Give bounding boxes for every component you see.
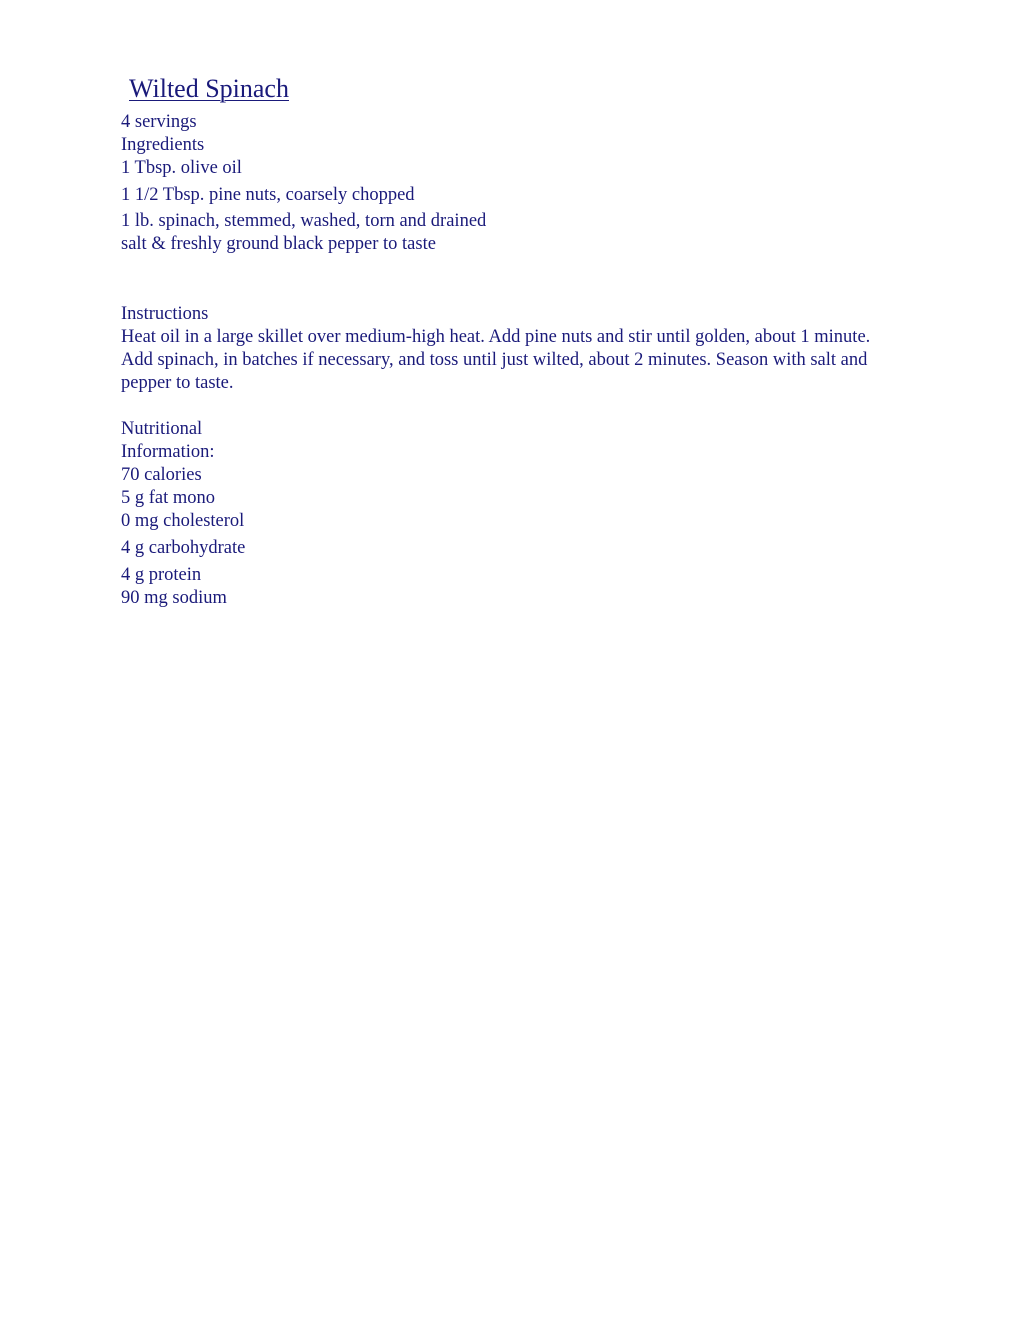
instructions-text: Heat oil in a large skillet over medium-high heat. Add pine nuts and stir until golden, about 1 minute. Add spinach, in batches if necessary, and toss until just wilted, about 2 minutes. Season with salt and pepper to taste.	[121, 327, 871, 393]
nutrition-heading-line2: Information:	[121, 442, 215, 462]
instructions-heading: Instructions	[121, 304, 209, 324]
nutrition-item: 4 g protein	[121, 565, 202, 585]
nutrition-item: 4 g carbohydrate	[121, 538, 246, 558]
ingredient-item: 1 Tbsp. olive oil	[121, 158, 242, 178]
ingredient-item: 1 1/2 Tbsp. pine nuts, coarsely chopped	[121, 185, 415, 205]
nutrition-item: 70 calories	[121, 465, 202, 485]
nutrition-item: 0 mg cholesterol	[121, 511, 245, 531]
nutrition-item: 5 g fat mono	[121, 488, 216, 508]
servings-text: 4 servings	[121, 112, 197, 132]
nutrition-heading-line1: Nutritional	[121, 419, 203, 439]
recipe-title[interactable]: Wilted Spinach	[129, 74, 289, 103]
nutrition-item: 90 mg sodium	[121, 588, 227, 608]
ingredients-heading: Ingredients	[121, 135, 205, 155]
ingredient-item: 1 lb. spinach, stemmed, washed, torn and drained salt & freshly ground black pepper to taste	[121, 211, 487, 254]
